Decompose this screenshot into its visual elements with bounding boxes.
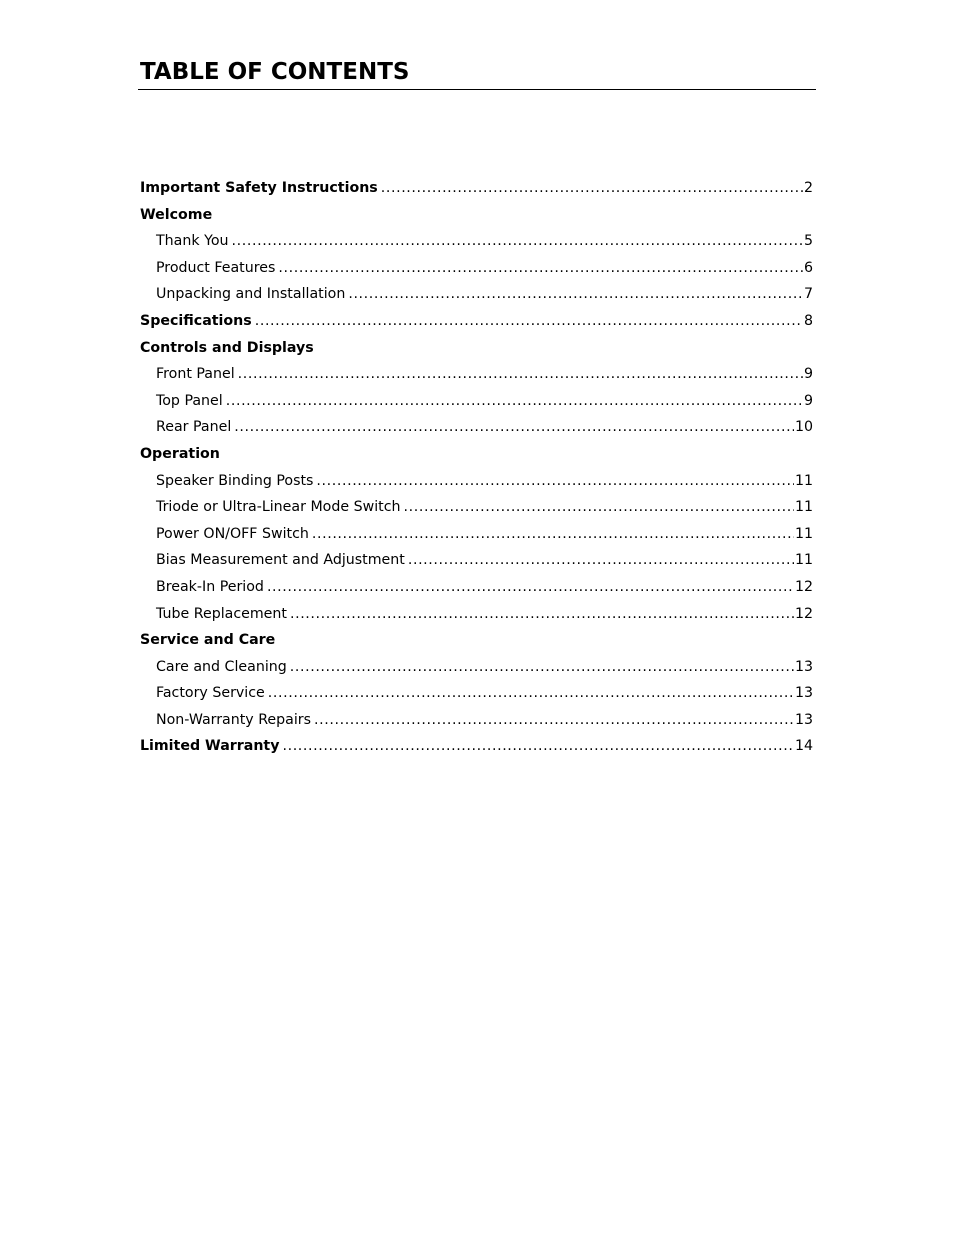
dot-leader: [278, 255, 803, 282]
dot-leader: [234, 414, 794, 441]
dot-leader: [408, 547, 794, 574]
toc-subsection-entry[interactable]: [140, 680, 813, 707]
toc-entry-title: Rear Panel: [156, 419, 232, 436]
toc-entry-title: Factory Service: [156, 685, 265, 702]
dot-leader: [404, 494, 794, 521]
toc-entry-title: Break-In Period: [156, 578, 264, 595]
toc-entry-title: Service and Care: [140, 632, 276, 649]
toc-subsection-entry[interactable]: [140, 707, 813, 734]
toc-entry-title: Controls and Displays: [140, 339, 314, 356]
toc-subsection-entry[interactable]: [140, 521, 813, 548]
toc-entry-title: Limited Warranty: [140, 738, 280, 755]
toc-page-number: 11: [794, 499, 813, 516]
toc-entry-title: Power ON/OFF Switch: [156, 525, 309, 542]
toc-entry-title: Thank You: [156, 233, 229, 250]
title-underline: [138, 89, 816, 90]
toc-entry-title: Important Safety Instructions: [140, 180, 378, 196]
toc-section-entry[interactable]: [140, 202, 813, 229]
toc-subsection-entry[interactable]: [140, 574, 813, 601]
toc-page-number: 13: [794, 658, 813, 675]
dot-leader: [255, 308, 803, 335]
toc-subsection-entry[interactable]: [140, 468, 813, 495]
dot-leader: [282, 733, 793, 760]
toc-page-number: 11: [794, 525, 813, 542]
toc-section-entry[interactable]: [140, 175, 813, 202]
dot-leader: [290, 654, 794, 681]
toc-entry-title: Product Features: [156, 259, 276, 276]
toc-entry-title: Top Panel: [156, 392, 223, 409]
dot-leader: [314, 707, 794, 734]
toc-entry-title: Tube Replacement: [156, 605, 287, 622]
toc-entry-title: Non-Warranty Repairs: [156, 711, 312, 728]
toc-section-entry[interactable]: [140, 733, 813, 760]
toc-page-number: 11: [794, 472, 813, 489]
dot-leader: [316, 468, 794, 495]
toc-entry-title: Operation: [140, 445, 220, 462]
toc-page-number: 7: [803, 286, 813, 303]
toc-entry-title: Front Panel: [156, 366, 235, 383]
toc-subsection-entry[interactable]: [140, 255, 813, 282]
toc-subsection-entry[interactable]: [140, 388, 813, 415]
toc-page-number: 13: [794, 685, 813, 702]
toc-subsection-entry[interactable]: [140, 281, 813, 308]
dot-leader: [226, 388, 803, 415]
toc-subsection-entry[interactable]: [140, 654, 813, 681]
dot-leader: [267, 574, 794, 601]
toc-page-number: 11: [794, 552, 813, 569]
toc-page-number: 13: [794, 711, 813, 728]
dot-leader: [312, 521, 794, 548]
toc-entry-title: Welcome: [140, 206, 213, 223]
toc-page-number: 12: [794, 605, 813, 622]
toc-page-number: 2: [803, 180, 813, 196]
table-of-contents: [140, 175, 813, 760]
toc-section-entry[interactable]: [140, 335, 813, 362]
toc-subsection-entry[interactable]: [140, 547, 813, 574]
toc-page-number: 6: [803, 259, 813, 276]
dot-leader: [348, 281, 803, 308]
dot-leader: [232, 228, 803, 255]
toc-page-number: 12: [794, 578, 813, 595]
toc-entry-title: Bias Measurement and Adjustment: [156, 552, 405, 569]
toc-subsection-entry[interactable]: [140, 228, 813, 255]
toc-entry-title: Specifications: [140, 312, 252, 329]
toc-page-number: 9: [803, 392, 813, 409]
toc-page-number: 10: [794, 419, 813, 436]
toc-page-number: 9: [803, 366, 813, 383]
dot-leader: [381, 175, 803, 202]
toc-page-number: 8: [803, 312, 813, 329]
toc-entry-title: Care and Cleaning: [156, 658, 287, 675]
toc-subsection-entry[interactable]: [140, 494, 813, 521]
toc-page-number: 5: [803, 233, 813, 250]
toc-entry-title: Unpacking and Installation: [156, 286, 346, 303]
toc-entry-title: Triode or Ultra-Linear Mode Switch: [156, 499, 401, 516]
toc-page-number: 14: [794, 738, 813, 755]
toc-section-entry[interactable]: [140, 627, 813, 654]
toc-section-entry[interactable]: [140, 441, 813, 468]
toc-entry-title: Speaker Binding Posts: [156, 472, 314, 489]
toc-subsection-entry[interactable]: [140, 601, 813, 628]
dot-leader: [238, 361, 803, 388]
toc-section-entry[interactable]: [140, 308, 813, 335]
dot-leader: [290, 601, 794, 628]
page-title: TABLE OF CONTENTS: [140, 59, 410, 85]
dot-leader: [268, 680, 794, 707]
toc-subsection-entry[interactable]: [140, 361, 813, 388]
toc-subsection-entry[interactable]: [140, 414, 813, 441]
